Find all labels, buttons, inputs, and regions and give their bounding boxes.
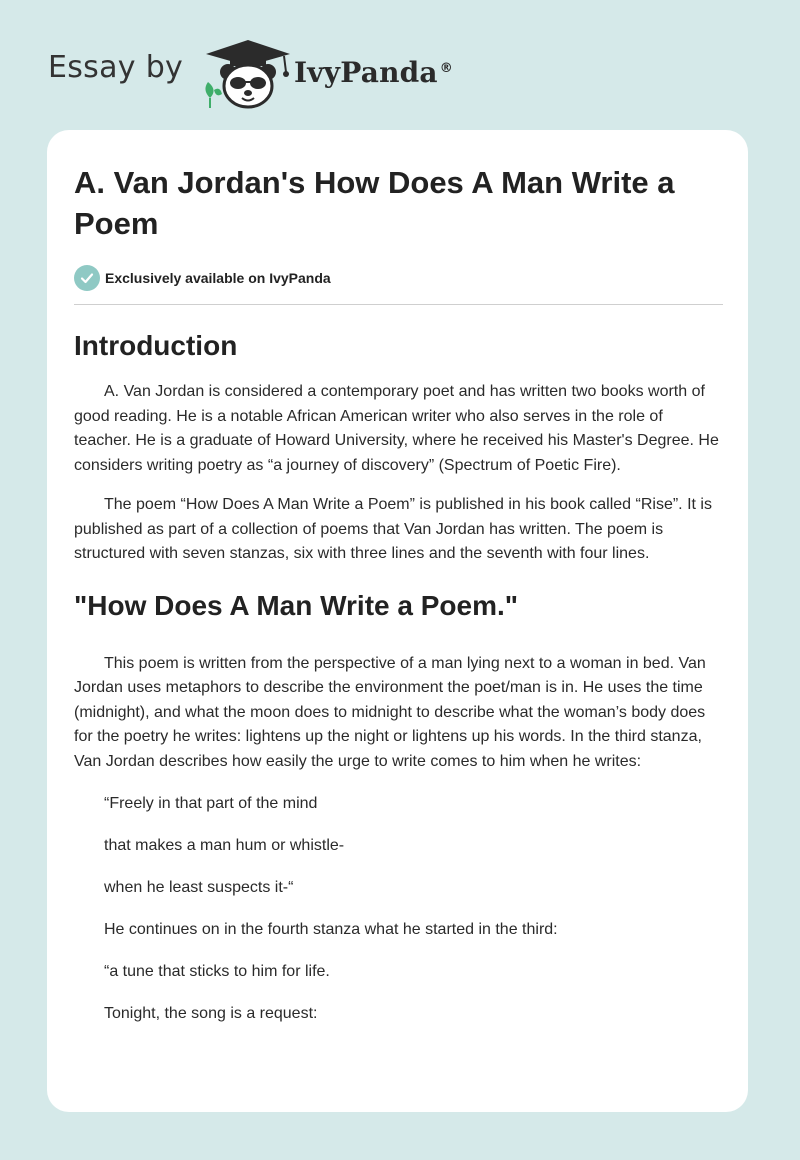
quote-line: Tonight, the song is a request:: [104, 1004, 318, 1022]
quote-line: “Freely in that part of the mind: [104, 794, 318, 812]
essay-card: [47, 130, 748, 1112]
brand-name[interactable]: [294, 56, 453, 89]
quote-line: that makes a man hum or whistle-: [104, 836, 345, 854]
site-header: [0, 0, 800, 130]
check-icon: [74, 265, 100, 291]
section-heading-introduction: Introduction: [74, 330, 238, 361]
quote-line: “a tune that sticks to him for life.: [104, 962, 330, 980]
essay-content: [74, 162, 723, 1026]
brand-text: IvyPanda: [294, 56, 438, 89]
exclusive-badge: [74, 264, 723, 292]
paragraph: A. Van Jordan is considered a contemporary poet and has written two books worth of good reading. He is a notable African American writer who also serves in the role of teacher. He is a graduate of Howard University, where he received his Master's Degree. He considers writing poetry as “a journey of discovery” (Spectrum of Poetic Fire).: [74, 383, 719, 474]
registered-mark: ®: [439, 60, 453, 76]
text-line: He continues on in the fourth stanza what he started in the third:: [104, 920, 558, 938]
paragraph: The poem “How Does A Man Write a Poem” is published in his book called “Rise”. It is published as part of a collection of poems that Van Jordan has written. The poem is structured with seven stanzas, six with three lines and the seventh with four lines.: [74, 496, 712, 562]
divider: [74, 304, 723, 305]
quote-line: when he least suspects it-“: [104, 878, 294, 896]
section-heading-poem: "How Does A Man Write a Poem.": [74, 589, 519, 621]
page-title: A. Van Jordan's How Does A Man Write a Poem: [74, 165, 675, 241]
essay-by-label: Essay by: [48, 50, 184, 85]
exclusive-label: Exclusively available on IvyPanda: [105, 270, 331, 286]
paragraph: This poem is written from the perspective of a man lying next to a woman in bed. Van Jordan uses metaphors to describe the environment the poet/man is in. He uses the time (midnight), and what the moon does to midnight to describe what the woman’s body does for the poetry he writes: lightens up the night or lightens up his words. In the third stanza, Van Jordan describes how easily the urge to write comes to him when he writes:: [74, 654, 706, 770]
panda-logo-icon[interactable]: [200, 38, 296, 110]
